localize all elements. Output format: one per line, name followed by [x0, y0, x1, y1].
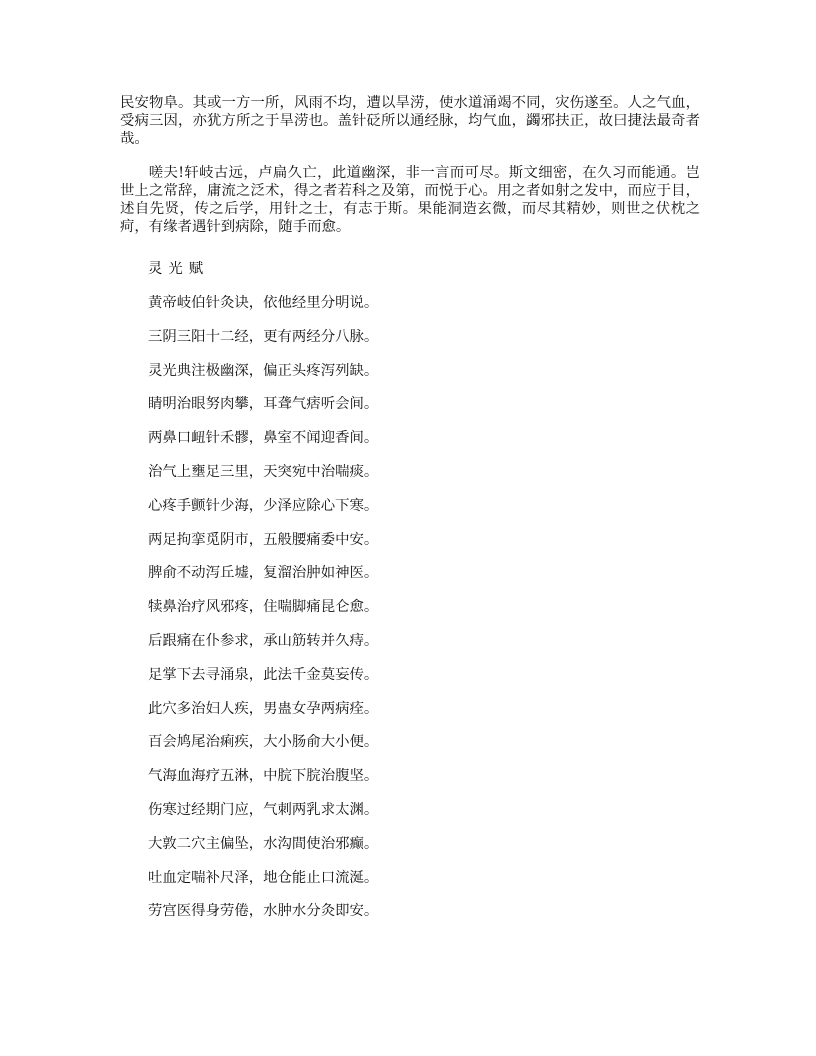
- verse-line: 犊鼻治疗风邪疼，住喘脚痛昆仑愈。: [148, 599, 379, 616]
- paragraph-lament: 嗟夫!轩岐古远，卢扁久亡，此道幽深，非一言而可尽。斯文细密，在久习而能通。岂世上之常辞，庸流之泛术，得之者若科之及第，而悦于心。用之者如射之发中，而应于目，述自先贤，传之后学，用针之士，有志于斯。果能洞造玄微，而尽其精妙，则世之伏枕之疴，有缘者遇针到病除，随手而愈。: [120, 165, 700, 235]
- verse-line: 两鼻口衄针禾髎，鼻室不闻迎香间。: [148, 430, 379, 447]
- verse-line: 后跟痛在仆参求，承山筋转并久痔。: [148, 632, 379, 649]
- verse-line: 吐血定喘补尺泽，地仓能止口流涎。: [148, 869, 379, 886]
- verse-line: 黄帝岐伯针灸诀，依他经里分明说。: [148, 295, 379, 311]
- verse-line: 此穴多治妇人疾，男蛊女孕两病痊。: [148, 700, 379, 717]
- verse-line: 睛明治眼努肉攀，耳聋气痞听会间。: [148, 396, 379, 413]
- verse-line: 气海血海疗五淋，中脘下脘治腹坚。: [148, 768, 379, 785]
- verse-line: 伤寒过经期门应，气刺两乳求太渊。: [148, 801, 379, 818]
- section-title: 灵光赋: [148, 261, 210, 277]
- verse-line: 百会鸠尾治痢疾，大小肠俞大小便。: [148, 734, 379, 751]
- verse-line: 脾俞不动泻丘墟，复溜治肿如神医。: [148, 565, 379, 582]
- verse-line: 大敦二穴主偏坠，水沟間使治邪癫。: [148, 835, 379, 852]
- verse-line: 心疼手颤针少海，少泽应除心下寒。: [148, 497, 379, 514]
- verse-line: 灵光典注极幽深，偏正头疼泻列缺。: [148, 362, 379, 379]
- verse-list: [148, 294, 700, 920]
- verse-line: 治气上壅足三里，天突宛中治喘痰。: [148, 463, 379, 480]
- verse-line: 劳宫医得身劳倦，水肿水分灸即安。: [148, 903, 379, 920]
- verse-line: 足掌下去寻涌泉，此法千金莫妄传。: [148, 666, 379, 683]
- paragraph-intro-continuation: 民安物阜。其或一方一所，风雨不均，遭以旱涝，使水道涌竭不同，灾伤遂至。人之气血，受病三因，亦犹方所之于旱涝也。盖针砭所以通经脉，均气血，蠲邪扶正，故曰捷法最奇者哉。: [120, 95, 700, 147]
- document-page: [120, 94, 700, 936]
- verse-line: 三阴三阳十二经，更有两经分八脉。: [148, 328, 379, 345]
- verse-line: 两足拘挛觅阴市，五般腰痛委中安。: [148, 531, 379, 548]
